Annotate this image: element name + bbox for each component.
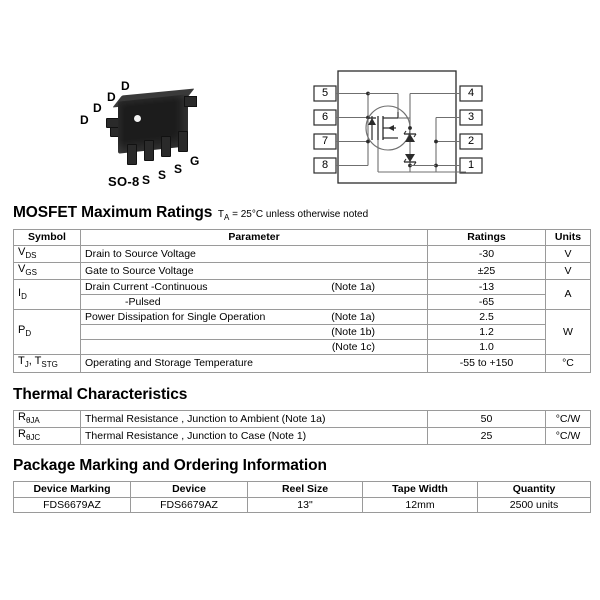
row-rating: -55 to +150	[428, 355, 546, 372]
table-row	[14, 498, 591, 513]
cell-quantity: 2500 units	[478, 498, 591, 513]
package-label-drain-2: D	[93, 101, 102, 115]
row-parameter-note: (Note 1a)	[331, 310, 375, 323]
col-header-quantity: Quantity	[478, 482, 591, 498]
ordering-information-table	[13, 481, 591, 513]
row-unit: A	[546, 280, 591, 310]
cell-device: FDS6679AZ	[131, 498, 248, 513]
thermal-heading	[13, 386, 187, 404]
package-lead-front-2	[144, 140, 154, 161]
row-unit: V	[546, 263, 591, 280]
pin-label-3: 3	[467, 111, 475, 123]
cell-reel-size: 13"	[248, 498, 363, 513]
pin-label-6: 6	[321, 111, 329, 123]
row-unit: °C/W	[546, 428, 591, 445]
row-symbol: $V_{DS}$	[14, 246, 81, 263]
figures-area	[0, 0, 600, 200]
pin-connection-diagram	[310, 68, 490, 188]
col-header-device-marking: Device Marking	[14, 482, 131, 498]
row-parameter	[81, 340, 428, 355]
col-header-tape-width: Tape Width	[363, 482, 478, 498]
ordering-heading	[13, 457, 327, 475]
max-ratings-heading-text: MOSFET Maximum Ratings	[13, 204, 213, 221]
row-parameter	[81, 325, 428, 340]
row-parameter	[81, 280, 428, 295]
row-rating: 50	[428, 411, 546, 428]
package-pin1-dot	[134, 115, 141, 122]
pin-label-1: 1	[467, 159, 475, 171]
package-label-drain-3: D	[107, 90, 116, 104]
cell-device-marking: FDS6679AZ	[14, 498, 131, 513]
row-parameter: Thermal Resistance , Junction to Case (Note 1)	[81, 428, 428, 445]
row-symbol: $V_{GS}$	[14, 263, 81, 280]
row-rating: -65	[428, 295, 546, 310]
max-ratings-table	[13, 229, 591, 373]
package-lead-front-1	[127, 144, 137, 165]
row-unit: V	[546, 246, 591, 263]
package-name-label: SO-8	[108, 174, 140, 189]
package-label-source-3: S	[174, 162, 183, 176]
row-parameter-text: Drain Current -Continuous	[85, 280, 208, 293]
row-symbol: $R_{\theta JA}$	[14, 411, 81, 428]
row-parameter: Thermal Resistance , Junction to Ambient (Note 1a)	[81, 411, 428, 428]
max-ratings-heading	[13, 204, 368, 222]
row-parameter	[81, 310, 428, 325]
row-rating: 25	[428, 428, 546, 445]
cell-tape-width: 12mm	[363, 498, 478, 513]
row-rating: -13	[428, 280, 546, 295]
package-label-source-2: S	[158, 168, 167, 182]
row-symbol: $P_D$	[14, 310, 81, 355]
table-row	[14, 280, 591, 295]
col-header-reel-size: Reel Size	[248, 482, 363, 498]
row-parameter-text: -Pulsed	[125, 295, 161, 308]
row-parameter-note: (Note 1a)	[331, 280, 375, 293]
table-row	[14, 246, 591, 263]
col-header-parameter: Parameter	[81, 230, 428, 246]
table-row	[14, 355, 591, 372]
pin-label-8: 8	[321, 159, 329, 171]
col-header-symbol: Symbol	[14, 230, 81, 246]
table-row	[14, 295, 591, 310]
row-parameter: Operating and Storage Temperature	[81, 355, 428, 372]
table-row	[14, 263, 591, 280]
table-row	[14, 310, 591, 325]
col-header-ratings: Ratings	[428, 230, 546, 246]
row-unit: °C	[546, 355, 591, 372]
package-label-drain-4: D	[121, 79, 130, 93]
pin-label-5: 5	[321, 87, 329, 99]
table-header-row	[14, 482, 591, 498]
row-rating: 2.5	[428, 310, 546, 325]
thermal-characteristics-table	[13, 410, 591, 445]
row-parameter-note: (Note 1c)	[331, 340, 375, 353]
table-row	[14, 411, 591, 428]
row-rating: 1.0	[428, 340, 546, 355]
row-parameter	[81, 295, 428, 310]
table-row	[14, 428, 591, 445]
col-header-device: Device	[131, 482, 248, 498]
row-parameter-text: Power Dissipation for Single Operation	[85, 310, 266, 323]
col-header-units: Units	[546, 230, 591, 246]
table-header-row	[14, 230, 591, 246]
ordering-heading-text: Package Marking and Ordering Information	[13, 457, 327, 474]
package-label-gate: G	[190, 154, 200, 168]
so8-package-figure	[80, 70, 240, 195]
table-row	[14, 340, 591, 355]
package-lead-right-top	[184, 96, 197, 107]
pin-label-7: 7	[321, 135, 329, 147]
row-parameter: Gate to Source Voltage	[81, 263, 428, 280]
row-unit: °C/W	[546, 411, 591, 428]
row-rating: 1.2	[428, 325, 546, 340]
max-ratings-condition: $T_A = 25^\circ C$ unless otherwise noted	[217, 209, 369, 222]
row-parameter-note: (Note 1b)	[331, 325, 375, 338]
row-symbol: $T_J$, $T_{STG}$	[14, 355, 81, 372]
row-parameter: Drain to Source Voltage	[81, 246, 428, 263]
row-rating: -30	[428, 246, 546, 263]
package-label-drain-1: D	[80, 113, 89, 127]
pin-label-4: 4	[467, 87, 475, 99]
row-symbol: $I_D$	[14, 280, 81, 310]
row-symbol: $R_{\theta JC}$	[14, 428, 81, 445]
thermal-heading-text: Thermal Characteristics	[13, 386, 188, 403]
package-label-source-1: S	[142, 173, 151, 187]
package-lead-front-4	[178, 131, 188, 152]
package-lead-front-3	[161, 136, 171, 157]
row-rating: ±25	[428, 263, 546, 280]
table-row	[14, 325, 591, 340]
pin-label-2: 2	[467, 135, 475, 147]
row-unit: W	[546, 310, 591, 355]
